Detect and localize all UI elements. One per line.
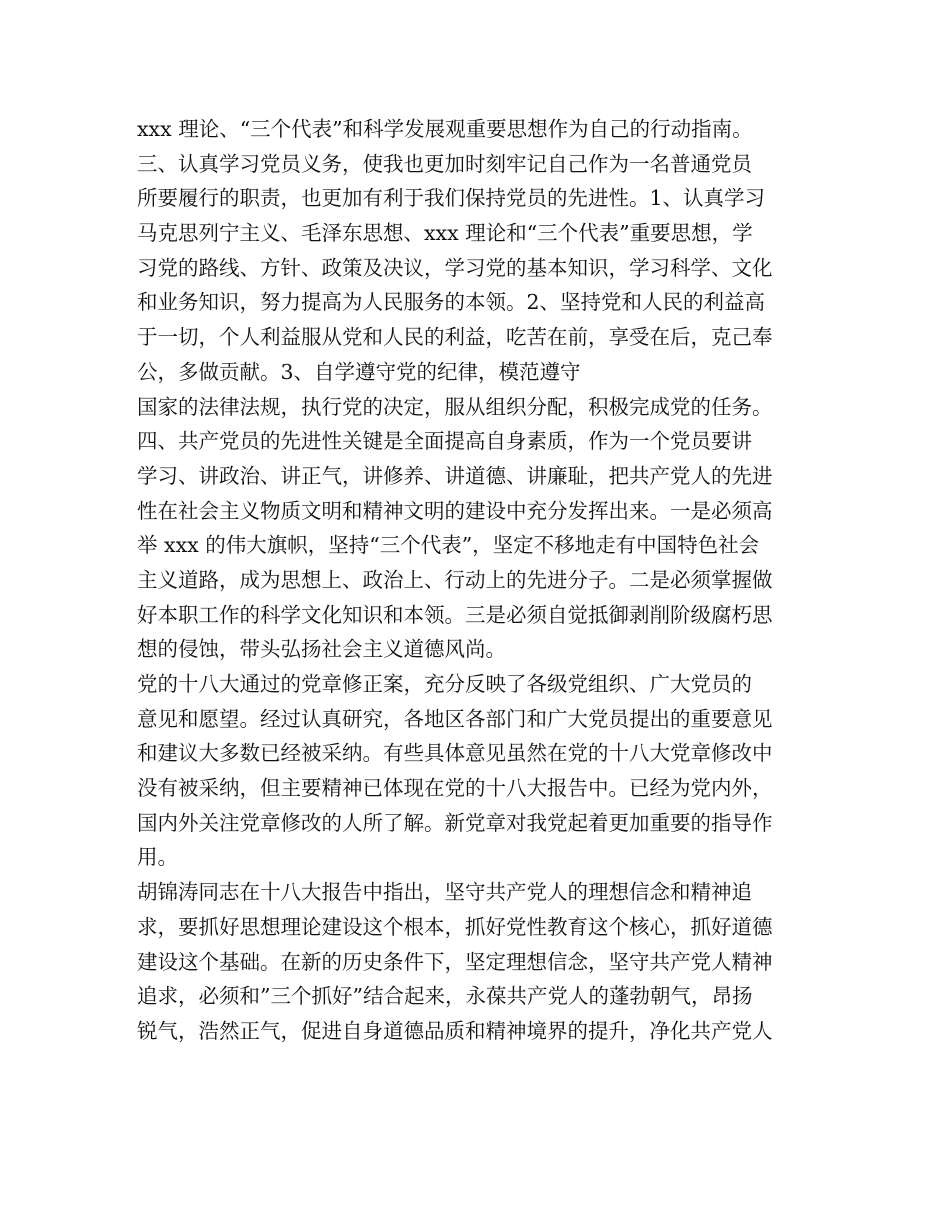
text-line: xxx 理论、“三个代表”和科学发展观重要思想作为自己的行动指南。 [137, 117, 753, 141]
text-line: 主义道路，成为思想上、政治上、行动上的先进分子。二是必须掌握做 [137, 567, 773, 592]
text-line: 求，要抓好思想理论建设这个根本，抓好党性教育这个核心，抓好道德 [137, 914, 773, 939]
text-line: 三、认真学习党员义务，使我也更加时刻牢记自己作为一名普通党员 [137, 151, 752, 176]
text-line: 没有被采纳，但主要精神已体现在党的十八大报告中。已经为党内外， [137, 776, 773, 801]
text-line: 党的十八大通过的党章修正案，充分反映了各级党组织、广大党员的 [137, 672, 752, 696]
text-line: 举 xxx 的伟大旗帜，坚持“三个代表”，坚定不移地走有中国特色社会 [137, 533, 760, 558]
text-line: 学习、讲政治、讲正气，讲修养、讲道德、讲廉耻，把共产党人的先进 [137, 463, 773, 488]
document-body [137, 112, 817, 1049]
text-line: 四、共产党员的先进性关键是全面提高自身素质，作为一个党员要讲 [137, 429, 752, 454]
text-line: 想的侵蚀，带头弘扬社会主义道德风尚。 [137, 637, 506, 662]
text-line: 习党的路线、方针、政策及决议，学习党的基本知识，学习科学、文化 [137, 255, 773, 280]
text-line: 和建议大多数已经被采纳。有些具体意见虽然在党的十八大党章修改中 [137, 741, 773, 766]
text-line: 意见和愿望。经过认真研究，各地区各部门和广大党员提出的重要意见 [137, 706, 773, 731]
text-line: 用。 [137, 845, 178, 870]
text-line: 国家的法律法规，执行党的决定，服从组织分配，积极完成党的任务。 [137, 394, 773, 419]
text-line: 好本职工作的科学文化知识和本领。三是必须自觉抵御剥削阶级腐朽思 [137, 602, 773, 627]
text-line: 和业务知识，努力提高为人民服务的本领。2、坚持党和人民的利益高 [137, 290, 766, 315]
text-line: 追求，必须和”三个抓好”结合起来，永葆共产党人的蓬勃朝气，昂扬 [137, 984, 753, 1009]
text-line: 公，多做贡献。3、自学遵守党的纪律，模范遵守 [137, 359, 581, 384]
text-line: 国内外关注党章修改的人所了解。新党章对我党起着更加重要的指导作 [137, 810, 773, 835]
text-line: 马克思列宁主义、毛泽东思想、xxx 理论和“三个代表”重要思想，学 [137, 221, 753, 246]
text-line: 胡锦涛同志在十八大报告中指出，坚守共产党人的理想信念和精神追 [137, 880, 752, 905]
text-line: 建设这个基础。在新的历史条件下，坚定理想信念，坚守共产党人精神 [137, 949, 773, 974]
text-line: 所要履行的职责，也更加有利于我们保持党员的先进性。1、认真学习 [137, 186, 766, 211]
text-line: 性在社会主义物质文明和精神文明的建设中充分发挥出来。一是必须高 [137, 498, 773, 523]
text-line: 锐气，浩然正气，促进自身道德品质和精神境界的提升，净化共产党人 [137, 1018, 773, 1043]
text-line: 于一切，个人利益服从党和人民的利益，吃苦在前，享受在后，克己奉 [137, 325, 773, 350]
